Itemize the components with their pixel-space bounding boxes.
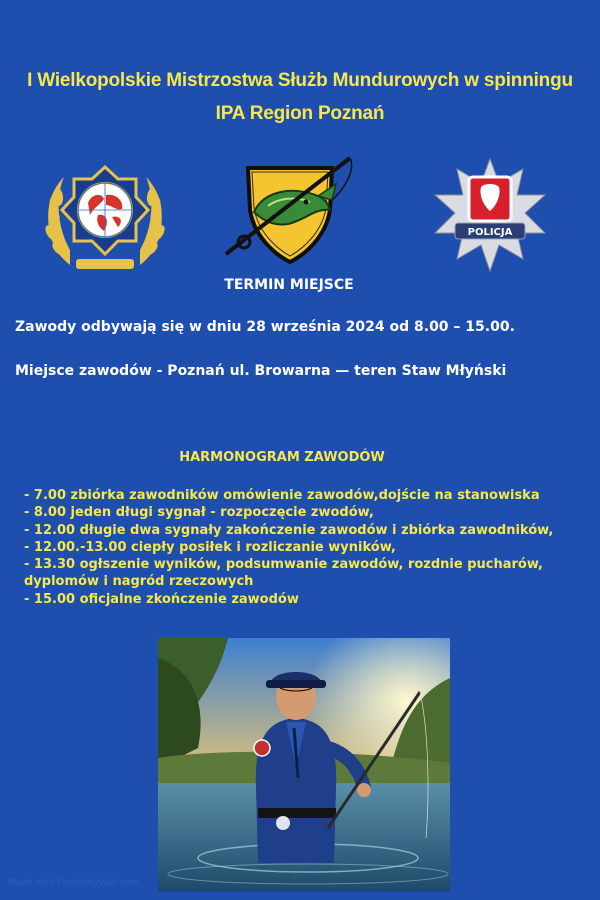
schedule-item: - 15.00 oficjalne zkończenie zawodów	[24, 591, 299, 607]
schedule-item: - 13.30 ogłszenie wyników, podsumwanie zawodów, rozdnie pucharów, dyplomów i nagród rzeczowych	[24, 557, 543, 590]
police-officer-fishing-illustration	[158, 638, 450, 892]
termin-miejsce-heading: TERMIN MIEJSCE	[224, 277, 354, 293]
event-place-line: Miejsce zawodów - Poznań ul. Browarna — teren Staw Młyński	[15, 363, 507, 379]
schedule-item: - 12.00 długie dwa sygnały zakończenie zawodów i zbiórka zawodników,	[24, 522, 554, 538]
watermark-text: Made with PosterMyWall.com	[8, 878, 140, 888]
schedule-list	[24, 487, 594, 608]
police-star-badge-logo	[425, 155, 555, 275]
event-date-line: Zawody odbywają się w dniu 28 września 2024 od 8.00 – 15.00.	[15, 319, 515, 335]
poster-title-line2: IPA Region Poznań	[215, 103, 385, 124]
fishing-club-shield-logo	[214, 150, 364, 270]
schedule-item: - 8.00 jeden długi sygnał - rozpoczęcie zwodów,	[24, 505, 374, 521]
police-badge-text: POLICJA	[467, 227, 513, 238]
ipa-emblem-logo	[40, 155, 170, 280]
schedule-item: - 12.00.-13.00 ciepły posiłek i rozliczanie wyników,	[24, 539, 396, 555]
poster-title-line1: I Wielkopolskie Mistrzostwa Służb Mundurowych w spinningu	[27, 70, 573, 91]
schedule-heading: HARMONOGRAM ZAWODÓW	[179, 450, 385, 465]
schedule-item: - 7.00 zbiórka zawodników omówienie zawodów,dojście na stanowiska	[24, 488, 540, 503]
